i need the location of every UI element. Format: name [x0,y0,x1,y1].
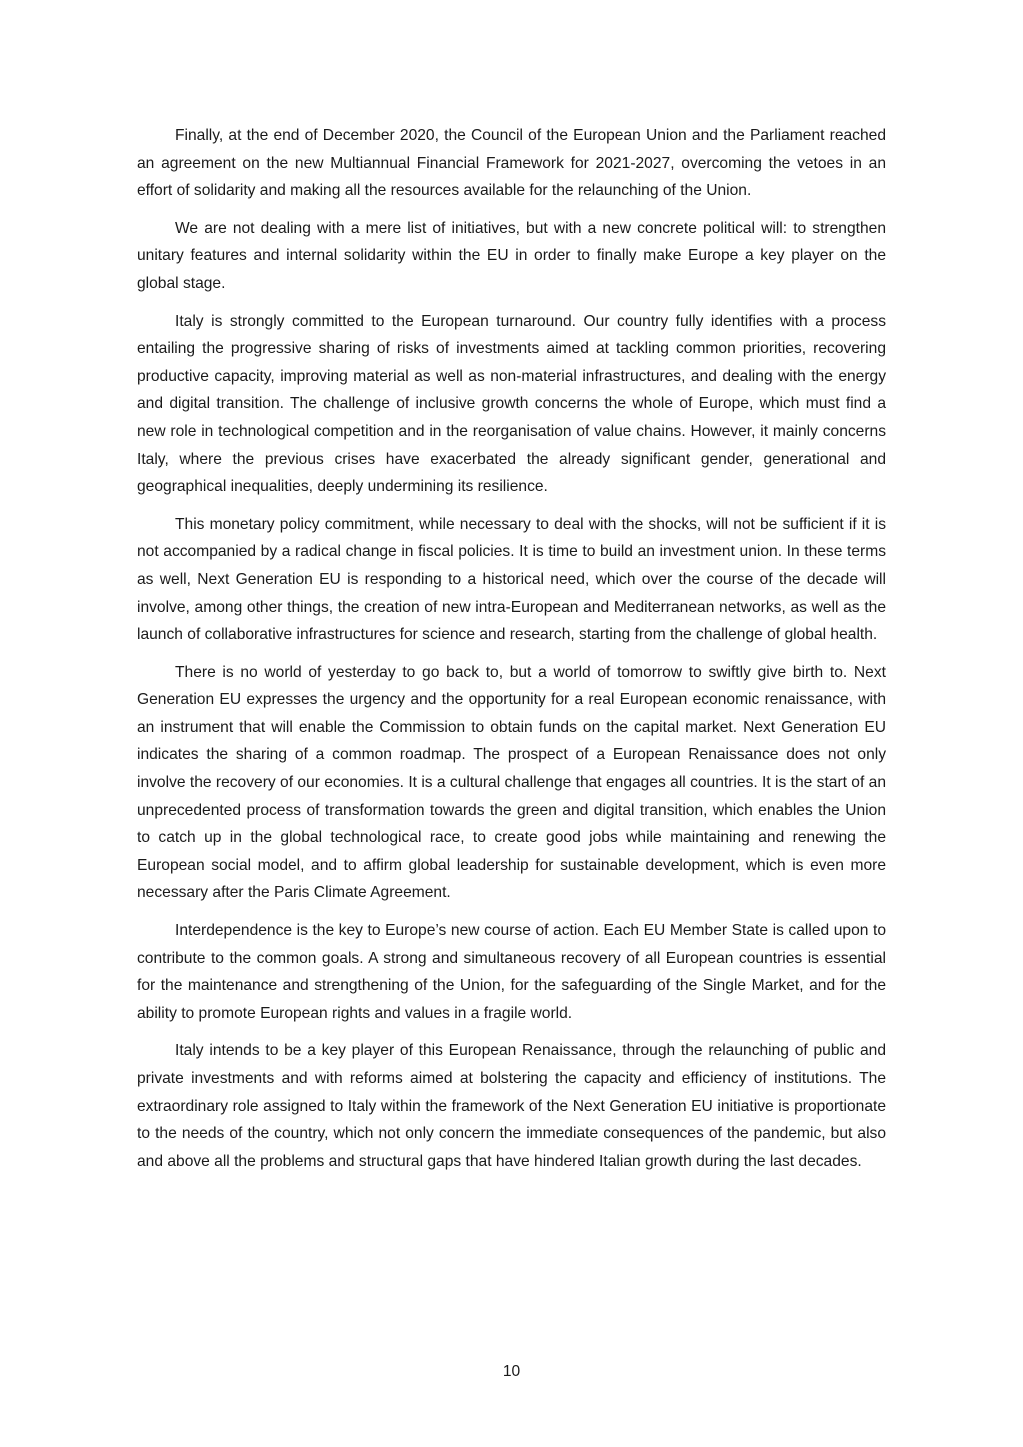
paragraph-5: There is no world of yesterday to go back to, but a world of tomorrow to swiftly give birth to. Next Generation EU expresses the urgency and the opportunity for a real European economic renaissance, with an instrument that will enable the Commission to obtain funds on the capital market. Next Generation EU indicates the sharing of a common roadmap. The prospect of a European Renaissance does not only involve the recovery of our economies. It is a cultural challenge that engages all countries. It is the start of an unprecedented process of transformation towards the green and digital transition, which enables the Union to catch up in the global technological race, to create good jobs while maintaining and renewing the European social model, and to affirm global leadership for sustainable development, which is even more necessary after the Paris Climate Agreement. [137,663,886,902]
paragraph-2: We are not dealing with a mere list of initiatives, but with a new concrete political will: to strengthen unitary features and internal solidarity within the EU in order to finally make Europe a key player on the global stage. [137,219,886,292]
paragraph-6: Interdependence is the key to Europe’s new course of action. Each EU Member State is called upon to contribute to the common goals. A strong and simultaneous recovery of all European countries is essential for the maintenance and strengthening of the Union, for the safeguarding of the Single Market, and for the ability to promote European rights and values in a fragile world. [137,922,886,1022]
page-number: 10 [502,1363,521,1380]
paragraph-4: This monetary policy commitment, while necessary to deal with the shocks, will not be sufficient if it is not accompanied by a radical change in fiscal policies. It is time to build an investment union. In these terms as well, Next Generation EU is responding to a historical need, which over the course of the decade will involve, among other things, the creation of new intra-European and Mediterranean networks, as well as the launch of collaborative infrastructures for science and research, starting from the challenge of global health. [137,515,886,644]
paragraph-3: Italy is strongly committed to the European turnaround. Our country fully identifies with a process entailing the progressive sharing of risks of investments aimed at tackling common priorities, recovering productive capacity, improving material as well as non-material infrastructures, and dealing with the energy and digital transition. The challenge of inclusive growth concerns the whole of Europe, which must find a new role in technological competition and in the reorganisation of value chains. However, it mainly concerns Italy, where the previous crises have exacerbated the already significant gender, generational and geographical inequalities, deeply undermining its resilience. [137,312,886,496]
body-text [137,122,886,1185]
paragraph-7: Italy intends to be a key player of this European Renaissance, through the relaunching of public and private investments and with reforms aimed at bolstering the capacity and efficiency of institutions. The extraordinary role assigned to Italy within the framework of the Next Generation EU initiative is proportionate to the needs of the country, which not only concern the immediate consequences of the pandemic, but also and above all the problems and structural gaps that have hindered Italian growth during the last decades. [137,1042,886,1170]
paragraph-1: Finally, at the end of December 2020, the Council of the European Union and the Parliament reached an agreement on the new Multiannual Financial Framework for 2021-2027, overcoming the vetoes in an effort of solidarity and making all the resources available for the relaunching of the Union. [137,127,886,200]
